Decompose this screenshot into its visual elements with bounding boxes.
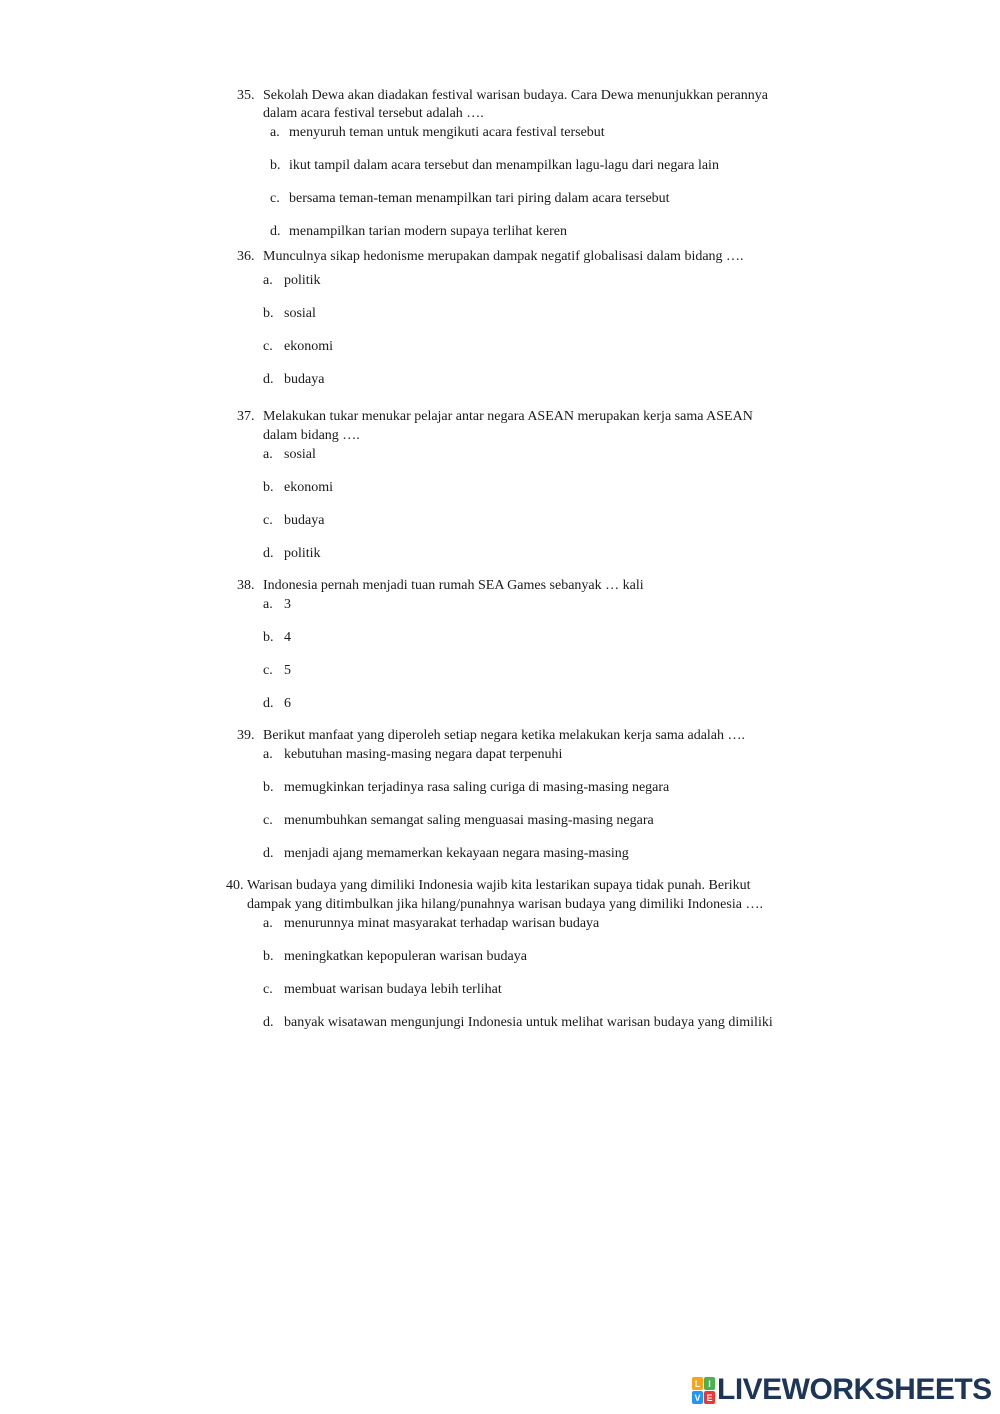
question-39-line-1 xyxy=(237,727,746,745)
option-letter: d. xyxy=(263,546,274,561)
question-37-line-2: dalam bidang …. xyxy=(263,428,360,443)
option-text: memugkinkan terjadinya rasa saling curiga di masing-masing negara xyxy=(284,780,670,795)
question-number: 38. xyxy=(237,578,255,593)
question-36-line-1 xyxy=(237,248,744,266)
option-37-d[interactable] xyxy=(263,545,321,563)
option-letter: d. xyxy=(270,224,281,239)
question-number: 36. xyxy=(237,249,255,264)
option-text: 3 xyxy=(284,597,291,612)
question-text: Berikut manfaat yang diperoleh setiap negara ketika melakukan kerja sama adalah …. xyxy=(263,728,746,743)
question-text: Indonesia pernah menjadi tuan rumah SEA Games sebanyak … kali xyxy=(263,578,644,593)
option-text: politik xyxy=(284,546,321,561)
option-letter: a. xyxy=(263,747,273,762)
option-letter: d. xyxy=(263,372,274,387)
option-37-a[interactable] xyxy=(263,446,316,464)
option-text: membuat warisan budaya lebih terlihat xyxy=(284,982,502,997)
question-text: Sekolah Dewa akan diadakan festival warisan budaya. Cara Dewa menunjukkan perannya xyxy=(263,88,768,103)
liveworksheets-logo xyxy=(692,1374,992,1406)
option-text: sosial xyxy=(284,447,316,462)
option-letter: b. xyxy=(263,306,274,321)
option-39-d[interactable] xyxy=(263,845,629,863)
logo-letter-i: I xyxy=(704,1377,715,1390)
logo-letter-l: L xyxy=(692,1377,703,1390)
option-letter: b. xyxy=(263,949,274,964)
option-40-a[interactable] xyxy=(263,915,600,933)
option-text: budaya xyxy=(284,372,325,387)
option-letter: d. xyxy=(263,696,274,711)
question-number: 37. xyxy=(237,409,255,424)
question-40-line-2: dampak yang ditimbulkan jika hilang/punahnya warisan budaya yang dimiliki Indonesia …. xyxy=(247,897,763,912)
option-text: ekonomi xyxy=(284,480,333,495)
option-text: 5 xyxy=(284,663,291,678)
question-37-line-1 xyxy=(237,408,753,426)
option-text: meningkatkan kepopuleran warisan budaya xyxy=(284,949,527,964)
logo-text: LIVEWORKSHEETS xyxy=(717,1373,992,1406)
option-letter: d. xyxy=(263,1015,274,1030)
option-39-c[interactable] xyxy=(263,812,654,830)
logo-letter-e: E xyxy=(704,1391,715,1404)
question-number: 39. xyxy=(237,728,255,743)
option-40-d[interactable] xyxy=(263,1014,773,1032)
question-35-line-1 xyxy=(237,87,768,105)
option-letter: a. xyxy=(263,916,273,931)
option-36-d[interactable] xyxy=(263,371,325,389)
option-35-c[interactable] xyxy=(270,190,670,208)
option-text: ikut tampil dalam acara tersebut dan menampilkan lagu-lagu dari negara lain xyxy=(289,158,719,173)
option-36-b[interactable] xyxy=(263,305,316,323)
option-letter: c. xyxy=(263,813,273,828)
option-letter: c. xyxy=(270,191,280,206)
live-logo-icon xyxy=(692,1377,714,1403)
question-number: 40. xyxy=(226,878,244,893)
option-text: banyak wisatawan mengunjungi Indonesia untuk melihat warisan budaya yang dimiliki xyxy=(284,1015,773,1030)
option-text: menjadi ajang memamerkan kekayaan negara masing-masing xyxy=(284,846,629,861)
logo-letter-v: V xyxy=(692,1391,703,1404)
option-36-c[interactable] xyxy=(263,338,333,356)
option-37-b[interactable] xyxy=(263,479,333,497)
option-letter: b. xyxy=(263,480,274,495)
option-letter: c. xyxy=(263,339,273,354)
option-text: 6 xyxy=(284,696,291,711)
option-letter: c. xyxy=(263,982,273,997)
question-40-line-1 xyxy=(226,877,751,895)
option-39-b[interactable] xyxy=(263,779,670,797)
option-text: kebutuhan masing-masing negara dapat terpenuhi xyxy=(284,747,563,762)
option-text: politik xyxy=(284,273,321,288)
question-38-line-1 xyxy=(237,577,644,595)
option-38-c[interactable] xyxy=(263,662,291,680)
option-text: bersama teman-teman menampilkan tari piring dalam acara tersebut xyxy=(289,191,670,206)
question-text: Munculnya sikap hedonisme merupakan dampak negatif globalisasi dalam bidang …. xyxy=(263,249,744,264)
option-letter: d. xyxy=(263,846,274,861)
question-number: 35. xyxy=(237,88,255,103)
option-letter: a. xyxy=(270,125,280,140)
option-letter: a. xyxy=(263,447,273,462)
question-text: Warisan budaya yang dimiliki Indonesia wajib kita lestarikan supaya tidak punah. Berikut xyxy=(247,878,751,893)
option-37-c[interactable] xyxy=(263,512,325,530)
option-text: 4 xyxy=(284,630,291,645)
option-35-a[interactable] xyxy=(270,124,605,142)
question-35-line-2: dalam acara festival tersebut adalah …. xyxy=(263,106,484,121)
option-letter: b. xyxy=(263,630,274,645)
option-35-b[interactable] xyxy=(270,157,719,175)
option-letter: b. xyxy=(263,780,274,795)
option-text: menyuruh teman untuk mengikuti acara festival tersebut xyxy=(289,125,605,140)
option-40-b[interactable] xyxy=(263,948,527,966)
option-35-d[interactable] xyxy=(270,223,567,241)
option-text: budaya xyxy=(284,513,325,528)
option-38-a[interactable] xyxy=(263,596,291,614)
option-letter: c. xyxy=(263,513,273,528)
option-text: menumbuhkan semangat saling menguasai masing-masing negara xyxy=(284,813,654,828)
option-letter: b. xyxy=(270,158,281,173)
option-text: ekonomi xyxy=(284,339,333,354)
option-text: menurunnya minat masyarakat terhadap warisan budaya xyxy=(284,916,600,931)
option-36-a[interactable] xyxy=(263,272,321,290)
option-text: sosial xyxy=(284,306,316,321)
option-39-a[interactable] xyxy=(263,746,563,764)
option-38-b[interactable] xyxy=(263,629,291,647)
option-text: menampilkan tarian modern supaya terlihat keren xyxy=(289,224,567,239)
option-letter: a. xyxy=(263,597,273,612)
option-letter: c. xyxy=(263,663,273,678)
question-text: Melakukan tukar menukar pelajar antar negara ASEAN merupakan kerja sama ASEAN xyxy=(263,409,753,424)
option-40-c[interactable] xyxy=(263,981,502,999)
option-letter: a. xyxy=(263,273,273,288)
option-38-d[interactable] xyxy=(263,695,291,713)
